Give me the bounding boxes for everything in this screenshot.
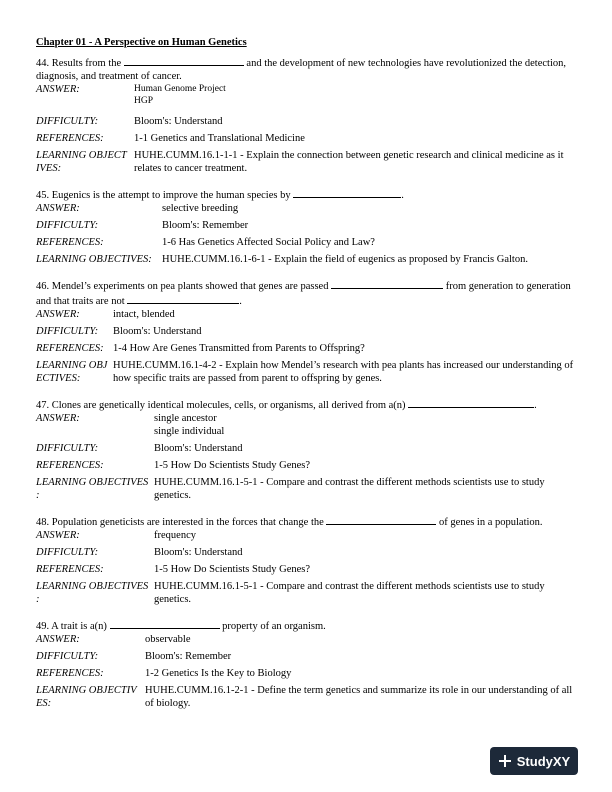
question-49 [36, 618, 578, 710]
difficulty-row: DIFFICULTY: Bloom's: Understand [36, 443, 243, 454]
difficulty-row: DIFFICULTY: Bloom's: Remember [36, 651, 232, 662]
references-row: REFERENCES: 1-1 Genetics and Translational Medicine [36, 133, 305, 144]
answer-blank [331, 278, 443, 289]
answer-row: ANSWER: frequency [36, 530, 196, 541]
learning-objectives-row: LEARNING OBJECTIVES : HUHE.CUMM.16.1-5-1 - Compare and contrast the different methods scientists use to study genetics. [36, 581, 545, 605]
answer-row: ANSWER: single ancestor single individual [36, 413, 225, 437]
answer-blank [127, 293, 239, 304]
learning-objectives-row: LEARNING OBJECT IVES: HUHE.CUMM.16.1-1-1 - Explain the connection between genetic research and clinical medicine as it relates to cancer treatment. [36, 150, 564, 174]
question-text: 44. Results from the and the development of new technologies have revolutionized the detection, diagnosis, and treatment of cancer. [36, 55, 578, 83]
answer-blank [293, 187, 401, 198]
difficulty-row: DIFFICULTY: Bloom's: Remember [36, 220, 249, 231]
question-47 [36, 397, 578, 502]
question-45 [36, 187, 578, 266]
answer-value: Human Genome Project HGP [134, 84, 226, 106]
question-text: 48. Population geneticists are interested in the forces that change the of genes in a population. [36, 514, 578, 529]
answer-blank [326, 514, 436, 525]
references-row: REFERENCES: 1-4 How Are Genes Transmitted from Parents to Offspring? [36, 343, 365, 354]
question-text: 47. Clones are genetically identical molecules, cells, or organisms, all derived from a(n) . [36, 397, 578, 412]
question-46 [36, 278, 578, 385]
studyxy-logo[interactable] [490, 747, 578, 775]
answer-blank [124, 55, 244, 66]
chapter-title: Chapter 01 - A Perspective on Human Genetics [36, 37, 247, 48]
answer-blank [110, 618, 220, 629]
learning-objectives-row: LEARNING OBJECTIVES : HUHE.CUMM.16.1-5-1 - Compare and contrast the different methods scientists use to study genetics. [36, 477, 545, 501]
plus-icon [498, 754, 512, 768]
document-page [36, 36, 578, 710]
difficulty-row: DIFFICULTY: Bloom's: Understand [36, 326, 202, 337]
question-text: 46. Mendel’s experiments on pea plants showed that genes are passed from generation to generation and that traits are not . [36, 278, 578, 308]
learning-objectives-row: LEARNING OBJECTIV ES: HUHE.CUMM.16.1-2-1 - Define the term genetics and summarize its role in our understanding of all of biology. [36, 685, 573, 709]
answer-row: ANSWER: observable [36, 634, 191, 645]
references-row: REFERENCES: 1-2 Genetics Is the Key to Biology [36, 668, 292, 679]
answer-row: ANSWER: selective breeding [36, 203, 239, 214]
question-44 [36, 55, 578, 175]
difficulty-row: DIFFICULTY: Bloom's: Understand [36, 116, 223, 127]
learning-objectives-row: LEARNING OBJ ECTIVES: HUHE.CUMM.16.1-4-2 - Explain how Mendel’s research with pea plants has increased our understanding of how specific traits are passed from parent to offspring by genes. [36, 360, 574, 384]
answer-blank [408, 397, 534, 408]
references-row: REFERENCES: 1-6 Has Genetics Affected Social Policy and Law? [36, 237, 375, 248]
question-text: 45. Eugenics is the attempt to improve the human species by . [36, 187, 578, 202]
difficulty-row: DIFFICULTY: Bloom's: Understand [36, 547, 243, 558]
learning-objectives-row: LEARNING OBJECTIVES: HUHE.CUMM.16.1-6-1 - Explain the field of eugenics as proposed by Francis Galton. [36, 254, 528, 265]
question-text: 49. A trait is a(n) property of an organism. [36, 618, 578, 633]
references-row: REFERENCES: 1-5 How Do Scientists Study Genes? [36, 564, 311, 575]
answer-row: ANSWER: Human Genome Project HGP [36, 83, 578, 107]
references-row: REFERENCES: 1-5 How Do Scientists Study Genes? [36, 460, 311, 471]
question-48 [36, 514, 578, 606]
answer-row: ANSWER: intact, blended [36, 309, 175, 320]
logo-text: StudyXY [516, 753, 571, 769]
